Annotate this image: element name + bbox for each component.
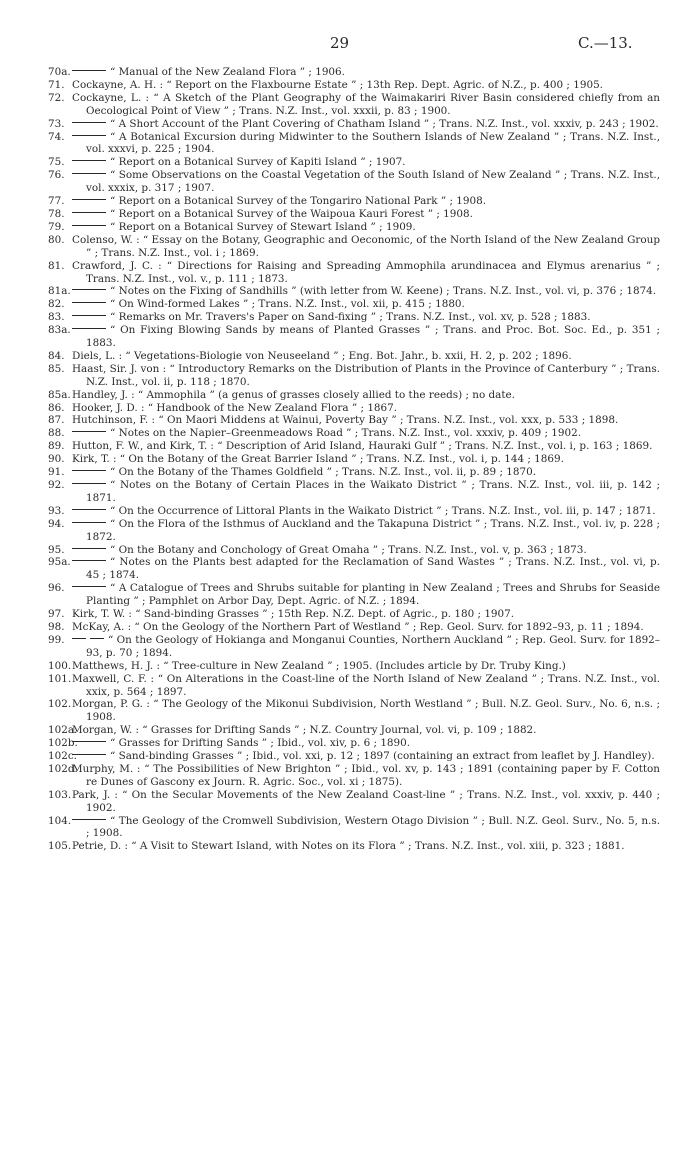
- reference-entry: [48, 221, 660, 234]
- ditto-rule: [72, 431, 106, 432]
- entry-number: 105.: [48, 840, 72, 853]
- reference-entry: [48, 234, 660, 260]
- ditto-rule: [72, 212, 106, 213]
- page-number: 29: [330, 34, 350, 52]
- reference-entry: [48, 840, 660, 853]
- ditto-rule: [72, 470, 106, 471]
- entry-number: 70a.: [48, 66, 71, 78]
- entry-text: “ Notes on the Botany of Certain Places in the Waikato District ” ; Trans. N.Z. Inst., vol. iii, p. 142 ; 1871.: [86, 479, 660, 504]
- ditto-rule: [72, 522, 106, 523]
- reference-entry: [48, 621, 660, 634]
- page-header: [0, 34, 700, 54]
- entry-number: 77.: [48, 195, 65, 208]
- ditto-rule: [72, 135, 106, 136]
- reference-entry: [48, 402, 660, 415]
- reference-entry: [48, 363, 660, 389]
- reference-entry: [48, 673, 660, 699]
- reference-entry: [48, 285, 660, 298]
- entry-text: “ The Geology of the Cromwell Subdivision, Western Otago Division ” ; Bull. N.Z. Geol. Surv., No. 5, n.s. ; 1908.: [86, 814, 660, 840]
- entry-text: “ Report on a Botanical Survey of the Waipoua Kauri Forest ” ; 1908.: [110, 207, 473, 220]
- reference-entry: [48, 389, 660, 402]
- reference-entry: [48, 260, 660, 286]
- entry-number: 102b.: [48, 737, 78, 750]
- reference-entry: [48, 350, 660, 363]
- entry-number: 84.: [48, 349, 65, 362]
- entry-text: Colenso, W. : “ Essay on the Botany, Geographic and Oeconomic, of the North Island of the New Zealand Group ” ; Trans. N.Z. Inst., vol. i ; 1869.: [72, 233, 660, 259]
- ditto-rule: [72, 328, 106, 329]
- entry-text: “ On the Botany and Conchology of Great Omaha ” ; Trans. N.Z. Inst., vol. v, p. 363 ; 1873.: [110, 543, 587, 556]
- reference-entry: [48, 195, 660, 208]
- entry-text: “ On Fixing Blowing Sands by means of Planted Grasses ” ; Trans. and Proc. Bot. Soc. Ed., p. 351 ; 1883.: [86, 324, 660, 350]
- reference-list: [48, 66, 660, 853]
- entry-text: “ On the Geology of Hokianga and Monganui Counties, Northern Auckland ” ; Rep. Geol. Surv. for 1892–93, p. 70 ; 1894.: [86, 633, 660, 659]
- entry-number: 95a.: [48, 556, 71, 569]
- entry-text: Kirk, T. : “ On the Botany of the Great Barrier Island ” ; Trans. N.Z. Inst., vol. i, p. 144 ; 1869.: [72, 453, 564, 466]
- entry-number: 72.: [48, 91, 65, 104]
- ditto-rule: [72, 483, 106, 484]
- ditto-rule: [72, 70, 106, 71]
- ditto-rule: [72, 741, 106, 742]
- entry-text: Crawford, J. C. : “ Directions for Raising and Spreading Ammophila arundinacea and Elymus arenarius ” ; Trans. N.Z. Inst., vol. v., p. 111 ; 1873.: [72, 259, 660, 285]
- reference-entry: [48, 208, 660, 221]
- entry-text: “ Notes on the Fixing of Sandhills ” (with letter from W. Keene) ; Trans. N.Z. Inst., vol. vi, p. 376 ; 1874.: [110, 285, 657, 298]
- reference-entry: [48, 763, 660, 789]
- reference-entry: [48, 156, 660, 169]
- ditto-rule: [72, 509, 106, 510]
- entry-number: 85.: [48, 362, 65, 375]
- entry-text: Park, J. : “ On the Secular Movements of the New Zealand Coast-line ” ; Trans. N.Z. Inst., vol. xxxiv, p. 440 ; 1902.: [72, 788, 660, 814]
- ditto-rule: [72, 199, 106, 200]
- reference-entry: [48, 724, 660, 737]
- entry-text: Cockayne, L. : “ A Sketch of the Plant Geography of the Waimakariri River Basin considered chiefly from an Oecological Point of View ” ; Trans. N.Z. Inst., vol. xxxii, p. 83 ; 1900.: [72, 91, 660, 117]
- reference-entry: [48, 582, 660, 608]
- entry-number: 104.: [48, 814, 72, 827]
- entry-number: 86.: [48, 401, 65, 414]
- entry-number: 92.: [48, 479, 65, 491]
- entry-text: “ A Short Account of the Plant Covering of Chatham Island ” ; Trans. N.Z. Inst., vol. xxxiv, p. 243 ; 1902.: [110, 117, 659, 130]
- reference-entry: [48, 427, 660, 440]
- reference-entry: [48, 440, 660, 453]
- entry-text: “ Notes on the Napier–Greenmeadows Road ” ; Trans. N.Z. Inst., vol. xxxiv, p. 409 ; 1902.: [110, 427, 582, 440]
- entry-text: “ On the Flora of the Isthmus of Auckland and the Takapuna District ” ; Trans. N.Z. Inst., vol. iv, p. 228 ; 1872.: [86, 517, 660, 543]
- entry-number: 102.: [48, 698, 72, 711]
- ditto-rule: [72, 173, 106, 174]
- entry-text: “ On the Botany of the Thames Goldfield ” ; Trans. N.Z. Inst., vol. ii, p. 89 ; 1870.: [110, 466, 537, 479]
- ditto-rule: [72, 315, 106, 316]
- entry-number: 102c.: [48, 750, 77, 763]
- reference-entry: [48, 789, 660, 815]
- reference-entry: [48, 737, 660, 750]
- reference-entry: [48, 544, 660, 557]
- entry-number: 94.: [48, 517, 65, 530]
- entry-number: 90.: [48, 453, 65, 466]
- entry-text: Haast, Sir. J. von : “ Introductory Remarks on the Distribution of Plants in the Province of Canterbury ” ; Trans. N.Z. Inst., vol. ii, p. 118 ; 1870.: [72, 362, 660, 388]
- entry-text: Petrie, D. : “ A Visit to Stewart Island, with Notes on its Flora ” ; Trans. N.Z. Inst., vol. xiii, p. 323 ; 1881.: [72, 840, 625, 853]
- entry-text: Morgan, W. : “ Grasses for Drifting Sands ” ; N.Z. Country Journal, vol. vi, p. 109 ; 1882.: [72, 724, 537, 737]
- entry-number: 81.: [48, 259, 65, 272]
- reference-entry: [48, 505, 660, 518]
- ditto-rule: [72, 289, 106, 290]
- reference-entry: [48, 311, 660, 324]
- ditto-rule: [72, 754, 106, 755]
- entry-number: 96.: [48, 582, 65, 595]
- entry-text: Hutchinson, F. : “ On Maori Middens at Wainui, Poverty Bay ” ; Trans. N.Z. Inst., vol. xxx, p. 533 ; 1898.: [72, 414, 619, 427]
- entry-text: Hutton, F. W., and Kirk, T. : “ Description of Arid Island, Hauraki Gulf ” ; Trans. N.Z. Inst., vol. i, p. 163 ; 1869.: [72, 440, 653, 453]
- entry-text: Morgan, P. G. : “ The Geology of the Mikonui Subdivision, North Westland ” ; Bull. N.Z. Geol. Surv., No. 6, n.s. ; 1908.: [72, 698, 660, 724]
- entry-text: Cockayne, A. H. : “ Report on the Flaxbourne Estate ” ; 13th Rep. Dept. Agric. of N.Z., p. 400 ; 1905.: [72, 78, 603, 91]
- entry-number: 83.: [48, 311, 65, 324]
- entry-number: 83a.: [48, 324, 71, 337]
- reference-entry: [48, 66, 660, 79]
- entry-number: 78.: [48, 207, 65, 220]
- entry-number: 93.: [48, 504, 65, 517]
- entry-number: 98.: [48, 620, 65, 633]
- entry-number: 85a.: [48, 388, 71, 401]
- ditto-rule: [72, 160, 106, 161]
- entry-number: 95.: [48, 543, 65, 556]
- entry-number: 81a.: [48, 285, 71, 298]
- document-reference: C.—13.: [578, 34, 633, 52]
- entry-number: 102d.: [48, 762, 78, 775]
- reference-entry: [48, 169, 660, 195]
- entry-text: “ On the Occurrence of Littoral Plants in the Waikato District ” ; Trans. N.Z. Inst., vol. iii, p. 147 ; 1871.: [110, 504, 656, 517]
- entry-text: “ Notes on the Plants best adapted for the Reclamation of Sand Wastes ” ; Trans. N.Z. Inst., vol. vi, p. 45 ; 1874.: [86, 556, 660, 582]
- entry-number: 75.: [48, 156, 65, 169]
- ditto-rule: [72, 302, 106, 303]
- ditto-rule: [72, 560, 106, 561]
- entry-text: “ Report on a Botanical Survey of Kapiti Island ” ; 1907.: [110, 156, 406, 169]
- reference-entry: [48, 453, 660, 466]
- entry-text: “ A Catalogue of Trees and Shrubs suitable for planting in New Zealand ; Trees and Shrubs for Seaside Planting ” ; Pamphlet on Arbor Day, Dept. Agric. of N.Z. ; 1894.: [86, 582, 660, 608]
- reference-entry: [48, 634, 660, 660]
- ditto-rule: [72, 122, 106, 123]
- entry-number: 74.: [48, 130, 65, 143]
- entry-text: “ A Botanical Excursion during Midwinter to the Southern Islands of New Zealand ” ; Trans. N.Z. Inst., vol. xxxvi, p. 225 ; 1904.: [86, 130, 660, 156]
- ditto-rule: [72, 638, 86, 639]
- reference-entry: [48, 750, 660, 763]
- entry-number: 99.: [48, 633, 65, 646]
- reference-entry: [48, 92, 660, 118]
- entry-number: 89.: [48, 440, 65, 453]
- entry-text: “ Manual of the New Zealand Flora ” ; 1906.: [110, 66, 345, 78]
- entry-number: 79.: [48, 220, 65, 233]
- reference-entry: [48, 131, 660, 157]
- entry-number: 97.: [48, 608, 65, 621]
- entry-text: “ Grasses for Drifting Sands ” ; Ibid., vol. xiv, p. 6 ; 1890.: [110, 737, 411, 750]
- entry-number: 73.: [48, 117, 65, 130]
- reference-entry: [48, 298, 660, 311]
- entry-text: Maxwell, C. F. : “ On Alterations in the Coast-line of the North Island of New Zealand ” ; Trans. N.Z. Inst., vol. xxix, p. 564 ; 1897.: [72, 672, 660, 698]
- entry-text: “ Remarks on Mr. Travers's Paper on Sand-fixing ” ; Trans. N.Z. Inst., vol. xv, p. 528 ; 1883.: [110, 311, 591, 324]
- reference-entry: [48, 479, 660, 505]
- entry-text: Kirk, T. W. : “ Sand-binding Grasses ” ; 15th Rep. N.Z. Dept. of Agric., p. 180 ; 1907.: [72, 608, 515, 621]
- ditto-rule: [90, 638, 104, 639]
- reference-entry: [48, 414, 660, 427]
- entry-number: 100.: [48, 659, 72, 672]
- entry-number: 82.: [48, 298, 65, 311]
- reference-entry: [48, 79, 660, 92]
- reference-entry: [48, 556, 660, 582]
- entry-number: 102a.: [48, 724, 78, 737]
- reference-entry: [48, 518, 660, 544]
- entry-text: Murphy, M. : “ The Possibilities of New Brighton ” ; Ibid., vol. xv, p. 143 ; 1891 (containing paper by F. Cotton re Dunes of Gascony ex Journ. R. Agric. Soc., vol. xi ; 1875).: [72, 762, 660, 788]
- entry-number: 87.: [48, 414, 65, 427]
- ditto-rule: [72, 819, 106, 820]
- ditto-rule: [72, 225, 106, 226]
- entry-text: Handley, J. : “ Ammophila ” (a genus of grasses closely allied to the reeds) ; no date.: [72, 388, 515, 401]
- entry-number: 71.: [48, 78, 65, 91]
- entry-text: “ Some Observations on the Coastal Vegetation of the South Island of New Zealand ” ; Trans. N.Z. Inst., vol. xxxix, p. 317 ; 1907.: [86, 169, 660, 195]
- entry-number: 76.: [48, 169, 65, 182]
- reference-entry: [48, 608, 660, 621]
- entry-number: 88.: [48, 427, 65, 440]
- entry-number: 80.: [48, 233, 65, 246]
- entry-text: “ Sand-binding Grasses ” ; Ibid., vol. xxi, p. 12 ; 1897 (containing an extract from leaflet by J. Handley).: [110, 750, 655, 763]
- entry-text: “ Report on a Botanical Survey of Stewart Island ” ; 1909.: [110, 220, 416, 233]
- ditto-rule: [72, 548, 106, 549]
- reference-entry: [48, 324, 660, 350]
- entry-text: Diels, L. : “ Vegetations-Biologie von Neuseeland ” ; Eng. Bot. Jahr., b. xxii, H. 2, p. 202 ; 1896.: [72, 349, 572, 362]
- entry-text: Hooker, J. D. : “ Handbook of the New Zealand Flora ” ; 1867.: [72, 401, 398, 414]
- entry-text: “ On Wind-formed Lakes ” ; Trans. N.Z. Inst., vol. xii, p. 415 ; 1880.: [110, 298, 465, 311]
- reference-entry: [48, 118, 660, 131]
- entry-text: Matthews, H. J. : “ Tree-culture in New Zealand ” ; 1905. (Includes article by Dr. Truby King.): [72, 659, 566, 672]
- entry-number: 103.: [48, 788, 72, 801]
- entry-number: 101.: [48, 672, 72, 685]
- ditto-rule: [72, 586, 106, 587]
- reference-entry: [48, 815, 660, 841]
- entry-text: McKay, A. : “ On the Geology of the Northern Part of Westland ” ; Rep. Geol. Surv. for 1892–93, p. 11 ; 1894.: [72, 620, 644, 633]
- entry-text: “ Report on a Botanical Survey of the Tongariro National Park ” ; 1908.: [110, 195, 487, 208]
- reference-entry: [48, 660, 660, 673]
- reference-entry: [48, 466, 660, 479]
- reference-entry: [48, 698, 660, 724]
- entry-number: 91.: [48, 466, 65, 479]
